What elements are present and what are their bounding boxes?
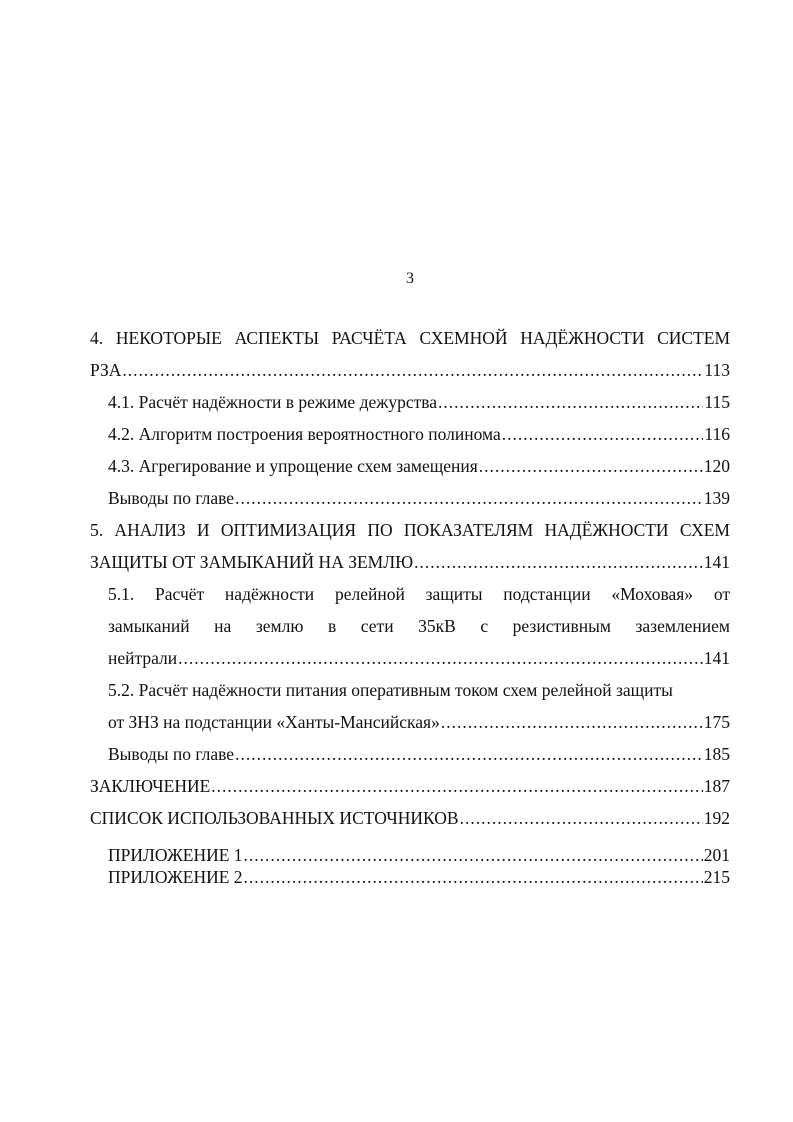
toc-chapter-5-title: 5. АНАЛИЗ И ОПТИМИЗАЦИЯ ПО ПОКАЗАТЕЛЯМ НАДЁЖНОСТИ СХЕМ: [90, 520, 730, 540]
toc-entry-text: ЗАЩИТЫ ОТ ЗАМЫКАНИЙ НА ЗЕМЛЮ: [90, 552, 414, 572]
toc-chapter-4-conclusions: [90, 482, 730, 514]
toc-entry-text: 4.2. Алгоритм построения вероятностного полинома: [108, 424, 501, 444]
toc-entry-text: нейтрали: [108, 648, 178, 668]
toc-leader: [479, 450, 703, 482]
toc-leader: [244, 844, 703, 866]
toc-leader: [211, 770, 702, 802]
toc-conclusion: [90, 770, 730, 802]
toc-entry-text: 4.3. Агрегирование и упрощение схем замещения: [108, 456, 478, 476]
toc-page-number: 187: [703, 776, 730, 796]
toc-entry-text: Выводы по главе: [108, 488, 235, 508]
toc-page-number: 113: [704, 360, 730, 380]
toc-appendix-2: [90, 866, 730, 888]
toc-section-5-2-line1: 5.2. Расчёт надёжности питания оперативным током схем релейной защиты: [108, 680, 673, 700]
toc-leader: [235, 482, 703, 514]
toc-leader: [178, 642, 703, 674]
toc-chapter-4-title: 4. НЕКОТОРЫЕ АСПЕКТЫ РАСЧЁТА СХЕМНОЙ НАДЁЖНОСТИ СИСТЕМ: [90, 328, 730, 348]
toc-section-4-2: [90, 418, 730, 450]
toc-page-number: 175: [703, 712, 730, 732]
toc-entry-text: ЗАКЛЮЧЕНИЕ: [90, 776, 211, 796]
page-number: 3: [406, 270, 414, 287]
toc-page-number: 139: [703, 488, 730, 508]
toc-page-number: 215: [703, 867, 730, 887]
toc-page-number: 120: [703, 456, 730, 476]
toc-leader: [438, 386, 703, 418]
toc-page-number: 201: [703, 845, 730, 865]
toc-entry-text: РЗА: [90, 360, 122, 380]
toc-leader: [460, 802, 703, 834]
toc-entry-text: ПРИЛОЖЕНИЕ 1: [108, 845, 243, 865]
toc-leader: [235, 738, 703, 770]
toc-leader: [244, 866, 703, 888]
toc-entry-text: 4.1. Расчёт надёжности в режиме дежурства: [108, 392, 438, 412]
toc-page-number: 116: [704, 424, 730, 444]
toc-section-5-2: [90, 706, 730, 738]
toc-section-4-1: [90, 386, 730, 418]
toc-page-number: 141: [703, 552, 730, 572]
toc-page-number: 141: [703, 648, 730, 668]
toc-entry-text: ПРИЛОЖЕНИЕ 2: [108, 867, 243, 887]
toc-leader: [441, 706, 703, 738]
toc-chapter-5-conclusions: [90, 738, 730, 770]
toc-leader: [414, 546, 703, 578]
table-of-contents: [90, 322, 730, 888]
toc-references: [90, 802, 730, 834]
toc-leader: [502, 418, 704, 450]
toc-entry-text: от ЗНЗ на подстанции «Ханты-Мансийская»: [108, 712, 440, 732]
toc-section-5-1: [90, 642, 730, 674]
toc-appendix-1: [90, 844, 730, 866]
toc-entry-text: Выводы по главе: [108, 744, 235, 764]
toc-chapter-5: [90, 546, 730, 578]
toc-section-5-1-line2: замыканий на землю в сети 35кВ с резистивным заземлением: [108, 616, 730, 636]
toc-page-number: 115: [704, 392, 730, 412]
toc-section-4-3: [90, 450, 730, 482]
toc-leader: [122, 354, 703, 386]
toc-entry-text: СПИСОК ИСПОЛЬЗОВАННЫХ ИСТОЧНИКОВ: [90, 808, 459, 828]
toc-chapter-4: [90, 354, 730, 386]
toc-page-number: 192: [703, 808, 730, 828]
toc-section-5-1-line1: 5.1. Расчёт надёжности релейной защиты подстанции «Моховая» от: [108, 584, 730, 604]
toc-page-number: 185: [703, 744, 730, 764]
